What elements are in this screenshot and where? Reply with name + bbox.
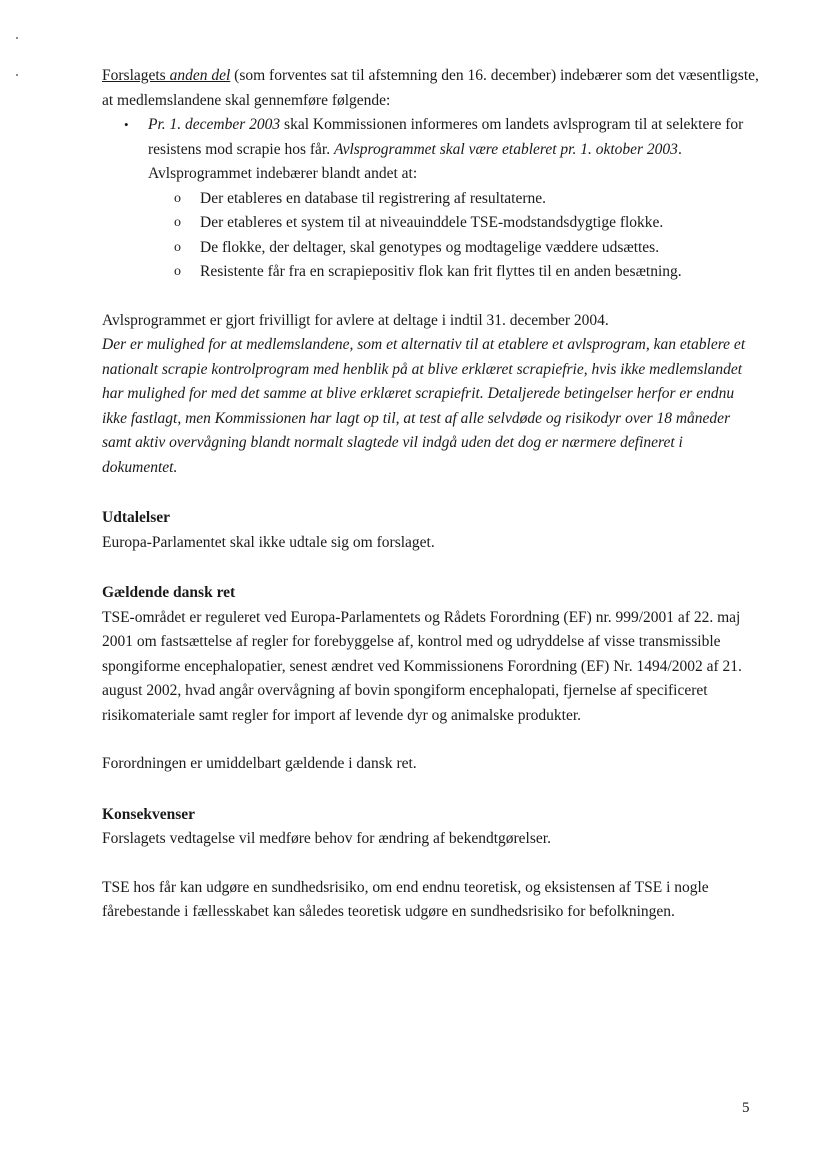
intro-title-b: anden del bbox=[169, 67, 231, 84]
circle-bullet-icon: o bbox=[174, 215, 181, 230]
sub-list bbox=[148, 187, 762, 285]
sub-item-text: Der etableres et system til at niveauinddele TSE-modstandsdygtige flokke. bbox=[200, 214, 664, 231]
italic-paragraph: Der er mulighed for at medlemslandene, som et alternativ til at etablere et avlsprogram, kan etablere et nationalt scrapie kontrolprogram med henblik på at blive erklæret scrapiefrie, hvis ikke medlemslandet har mulighed for med det samme at blive erklæret scrapiefrit. Detaljerede betingelser herfor er endnu ikke fastlagt, men Kommissionen har lagt op til, at test af alle selvdøde og risikodyr over 18 måneder samt aktiv overvågning blandt normalt slagtede vil indgå uden det dog er nærmere defineret i dokumentet. bbox=[102, 336, 746, 476]
udtalelser-text: Europa-Parlamentet skal ikke udtale sig om forslaget. bbox=[102, 533, 435, 551]
bullet-list bbox=[102, 113, 762, 285]
circle-bullet-icon: o bbox=[174, 190, 181, 206]
bullet-text-d: . Avlsprogrammet indebærer blandt andet at: bbox=[148, 140, 682, 182]
scan-speck bbox=[16, 74, 18, 76]
sub-item-text: De flokke, der deltager, skal genotypes og modtagelige væddere udsættes. bbox=[200, 238, 660, 256]
bullet-icon: • bbox=[124, 117, 129, 132]
sub-item-text: Der etableres en database til registrering af resultaterne. bbox=[200, 189, 546, 207]
dansk-ret-text: TSE-området er reguleret ved Europa-Parlamentets og Rådets Forordning (EF) nr. 999/2001 af 22. maj 2001 om fastsættelse af regler for forebyggelse af, kontrol med og udryddelse af visse transmissible spongiforme encephalopatier, senest ændret ved Kommissionens Forordning (EF) Nr. 1494/2002 af 21. august 2002, hvad angår overvågning af bovin spongiform encephalopati, fjernelse af specificeret risikomateriale samt regler for import af levende dyr og animalske produkter. bbox=[102, 608, 742, 724]
circle-bullet-icon: o bbox=[174, 264, 181, 279]
sub-item bbox=[102, 236, 762, 261]
sub-item bbox=[102, 211, 762, 236]
udtalelser-heading: Udtalelser bbox=[102, 509, 171, 526]
sub-item bbox=[102, 260, 762, 285]
avl-paragraph: Avlsprogrammet er gjort frivilligt for avlere at deltage i indtil 31. december 2004. bbox=[102, 311, 609, 329]
page-content bbox=[102, 64, 762, 925]
konsekvenser-text: Forslagets vedtagelse vil medføre behov for ændring af bekendtgørelser. bbox=[102, 830, 551, 847]
page-number: 5 bbox=[742, 1100, 750, 1116]
konsekvenser-text2: TSE hos får kan udgøre en sundhedsrisiko, om end endnu teoretisk, og eksistensen af TSE i nogle fårebestande i fællesskabet kan således teoretisk udgøre en sundhedsrisiko for befolkningen. bbox=[102, 878, 709, 920]
bullet-date: Pr. 1. december 2003 bbox=[148, 116, 281, 133]
intro-title-underlined bbox=[102, 67, 230, 84]
intro-rest: (som forventes sat til afstemning den 16. december) indebærer som det væsentligste, at medlemslandene skal gennemføre følgende: bbox=[102, 67, 759, 109]
dansk-ret-text2: Forordningen er umiddelbart gældende i dansk ret. bbox=[102, 755, 417, 772]
scan-speck bbox=[16, 37, 18, 39]
sub-item-text: Resistente får fra en scrapiepositiv flok kan frit flyttes til en anden besætning. bbox=[200, 263, 682, 280]
sub-item bbox=[102, 187, 762, 212]
bullet-deadline: Avlsprogrammet skal være etableret pr. 1. oktober 2003 bbox=[333, 140, 678, 158]
konsekvenser-heading: Konsekvenser bbox=[102, 805, 195, 823]
dansk-ret-heading: Gældende dansk ret bbox=[102, 584, 236, 601]
bullet-item bbox=[102, 113, 762, 285]
intro-title-a: Forslagets bbox=[102, 67, 170, 84]
bullet-text-b: skal Kommissionen informeres om landets avlsprogram til at selektere for resistens mod scrapie hos får. bbox=[148, 116, 744, 158]
circle-bullet-icon: o bbox=[174, 239, 181, 255]
intro-paragraph bbox=[102, 64, 762, 113]
